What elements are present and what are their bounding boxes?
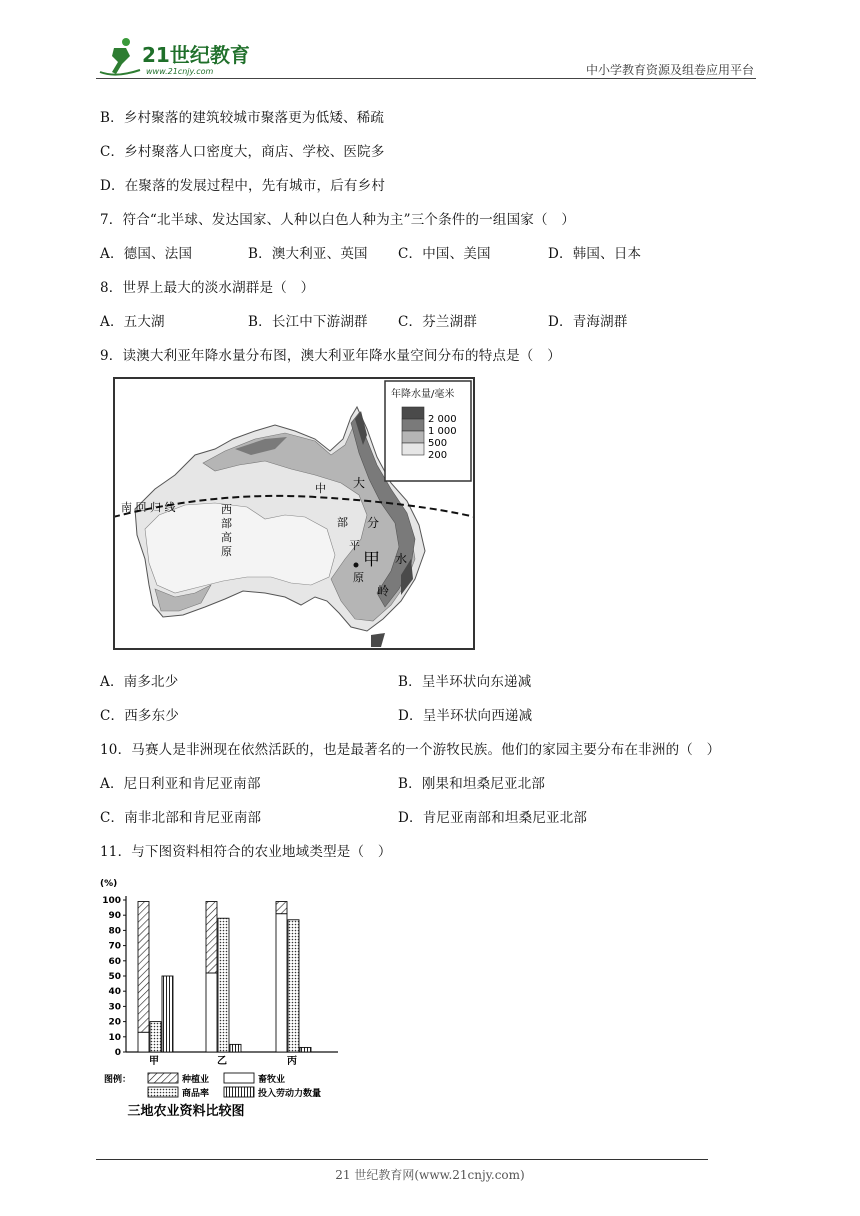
point-jia-label: 甲 (363, 550, 380, 570)
q10-stem: 10．马赛人是非洲现在依然活跃的，也是最著名的一个游牧民族。他们的家园主要分布在非洲的（ ） (100, 742, 721, 758)
q9-option-a: A．南多北少 (100, 674, 179, 690)
legend-swatch (148, 1073, 178, 1083)
chart-svg (96, 872, 346, 1127)
legend-label: 种植业 (182, 1075, 210, 1085)
range-char-4: 岭 (377, 584, 390, 598)
bar-labor-input (162, 976, 173, 1052)
site-logo (96, 34, 266, 80)
plateau-char-3: 高 (221, 531, 232, 544)
legend-swatch (224, 1087, 254, 1097)
legend-swatch-1000 (402, 419, 424, 431)
q9-option-b: B．呈半环状向东递减 (398, 674, 532, 690)
q7-option-a: A．德国、法国 (100, 246, 193, 262)
bar-commodity-rate (288, 920, 299, 1052)
legend-label-2000: 2 000 (428, 414, 457, 425)
map-svg (115, 379, 473, 648)
legend-swatch-500 (402, 431, 424, 443)
q8-option-a: A．五大湖 (100, 314, 165, 330)
y-tick-label: 60 (108, 956, 121, 967)
q8-option-d: D．青海湖群 (548, 314, 628, 330)
q7-stem: 7．符合“北半球、发达国家、人种以白色人种为主”三个条件的一组国家（ ） (100, 212, 576, 228)
range-char-2: 分 (367, 516, 380, 530)
y-tick-label: 90 (108, 911, 121, 922)
bar-labor-input (230, 1044, 241, 1052)
legend-swatch (224, 1073, 254, 1083)
bar-livestock (276, 914, 287, 1052)
plain-char-1: 中 (315, 482, 326, 495)
bar-commodity-rate (218, 918, 229, 1052)
q10-option-c: C．南非北部和肯尼亚南部 (100, 810, 262, 826)
legend-label-200: 200 (428, 450, 448, 461)
x-category-label: 乙 (217, 1056, 227, 1067)
plateau-char-1: 西 (221, 503, 232, 516)
y-tick-label: 20 (108, 1017, 121, 1028)
bar-crop (276, 902, 287, 914)
y-tick-label: 50 (108, 972, 121, 982)
q6-option-b: B．乡村聚落的建筑较城市聚落更为低矮、稀疏 (100, 110, 385, 126)
bar-livestock (206, 973, 217, 1052)
bar-livestock (138, 1032, 149, 1052)
chart-title: 三地农业资料比较图 (127, 1104, 245, 1119)
q6-option-c: C．乡村聚落人口密度大，商店、学校、医院多 (100, 144, 385, 160)
legend-prefix: 图例： (104, 1075, 132, 1085)
legend-label-500: 500 (428, 438, 448, 449)
range-char-1: 大 (353, 476, 366, 490)
legend-label: 商品率 (182, 1089, 210, 1099)
q11-stem: 11．与下图资料相符合的农业地域类型是（ ） (100, 844, 392, 860)
legend-label: 投入劳动力数量 (258, 1089, 322, 1099)
legend-label: 畜牧业 (258, 1075, 286, 1085)
y-tick-label: 30 (108, 1002, 121, 1013)
plain-char-4: 原 (353, 571, 364, 584)
plateau-char-4: 原 (221, 545, 232, 558)
bar-crop (138, 902, 149, 1033)
y-tick-label: 70 (108, 941, 121, 952)
q9-option-c: C．西多东少 (100, 708, 180, 724)
range-char-3: 水 (395, 552, 408, 566)
agriculture-comparison-chart (96, 872, 346, 1127)
q10-option-d: D．肯尼亚南部和坦桑尼亚北部 (398, 810, 588, 826)
australia-precipitation-map (113, 377, 475, 650)
q7-option-b: B．澳大利亚、英国 (248, 246, 368, 262)
footer-text: 21 世纪教育网(www.21cnjy.com) (335, 1168, 525, 1182)
y-tick-label: 80 (108, 926, 121, 937)
x-category-label: 甲 (149, 1056, 159, 1067)
x-category-label: 丙 (287, 1056, 297, 1067)
y-tick-label: 40 (108, 987, 121, 998)
q9-option-d: D．呈半环状向西递减 (398, 708, 533, 724)
legend-title: 年降水量/毫米 (391, 389, 455, 400)
q8-option-b: B．长江中下游湖群 (248, 314, 368, 330)
header-divider (96, 78, 756, 79)
plain-char-2: 部 (337, 516, 348, 529)
bar-commodity-rate (150, 1022, 161, 1052)
q7-option-d: D．韩国、日本 (548, 246, 642, 262)
y-tick-label: 0 (114, 1048, 121, 1058)
logo-url-text: www.21cnjy.com (146, 67, 214, 76)
plateau-char-2: 部 (221, 517, 232, 530)
bar-labor-input (300, 1047, 311, 1052)
q10-option-b: B．刚果和坦桑尼亚北部 (398, 776, 546, 792)
bar-crop (206, 902, 217, 973)
q10-option-a: A．尼日利亚和肯尼亚南部 (100, 776, 261, 792)
legend-label-1000: 1 000 (428, 426, 457, 437)
q9-stem: 9．读澳大利亚年降水量分布图，澳大利亚年降水量空间分布的特点是（ ） (100, 348, 561, 364)
runner-logo-icon (96, 34, 266, 80)
logo-main-text: 21世纪教育 (142, 43, 250, 67)
legend-swatch-2000 (402, 407, 424, 419)
y-tick-label: 100 (102, 896, 121, 906)
plain-char-3: 平 (349, 539, 360, 552)
q8-option-c: C．芬兰湖群 (398, 314, 478, 330)
q6-option-d: D．在聚落的发展过程中，先有城市，后有乡村 (100, 178, 386, 194)
footer-divider (96, 1159, 708, 1160)
q8-stem: 8．世界上最大的淡水湖群是（ ） (100, 280, 315, 296)
point-jia-dot (354, 563, 359, 568)
legend-swatch-200 (402, 443, 424, 455)
legend-swatch (148, 1087, 178, 1097)
q7-option-c: C．中国、美国 (398, 246, 491, 262)
y-unit-label: (%) (100, 879, 118, 889)
y-tick-label: 10 (108, 1032, 121, 1043)
tropic-label: 南 回 归 线 (121, 501, 176, 514)
platform-name: 中小学教育资源及组卷应用平台 (585, 63, 754, 77)
